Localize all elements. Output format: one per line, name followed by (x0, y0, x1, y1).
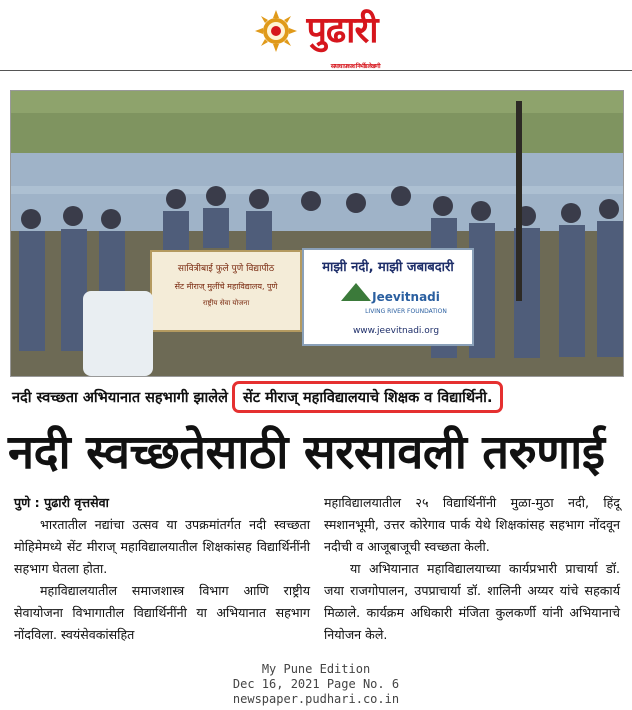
brand-tagline: सत्याचा प्रकाश निर्भीड लेखणी (330, 63, 380, 70)
banner-left-line-2: सेंट मीराज् मुलींचे महाविद्यालय, पुणे (174, 282, 278, 291)
paragraph: भारतातील नद्यांचा उत्सव या उपक्रमांतर्गत नदी स्वच्छता मोहिमेमध्ये सेंट मीराज् महाविद्यालयातील शिक्षकांसह विद्यार्थिनींनी सहभाग घेतला होता. (14, 517, 310, 576)
sun-logo-icon (254, 9, 298, 53)
article-body (14, 492, 620, 652)
masthead-divider (0, 70, 632, 71)
masthead (0, 0, 632, 70)
edition-footer (0, 662, 632, 707)
dateline: पुणे : पुढारी वृत्तसेवा (14, 495, 109, 510)
banner-right-url: www.jeevitnadi.org (352, 326, 440, 336)
article-headline: नदी स्वच्छतेसाठी सरसावली तरुणाई (8, 425, 605, 480)
edition-date-page: Dec 16, 2021 Page No. 6 (232, 677, 400, 691)
banner-right-title: माझी नदी, माझी जबाबदारी (322, 260, 454, 275)
brand-logo: पुढारी सत्याचा प्रकाश निर्भीड लेखणी (306, 9, 377, 53)
edition-name: My Pune Edition (261, 662, 371, 676)
caption-text: नदी स्वच्छता अभियानात सहभागी झालेले (12, 390, 228, 406)
banner-left-line-1: सावित्रीबाई फुले पुणे विद्यापीठ (177, 264, 275, 274)
article-column-left (14, 492, 310, 652)
paragraph: महाविद्यालयातील समाजशास्त्र विभाग आणि राष्ट्रीय सेवायोजना विभागातील विद्यार्थिनींनी या अभियानात सहभाग नोंदविला. स्वयंसेवकांसहित (14, 583, 310, 642)
paragraph: महाविद्यालयातील २५ विद्यार्थिनींनी मुळा-मुठा नदी, हिंदू स्मशानभूमी, उत्तर कोरेगाव पार्क येथे शिक्षकांसह सहभाग नोंदवून नदीची व आजूबाजूची स्वच्छता केली. (324, 495, 620, 554)
news-photo (10, 90, 624, 377)
banner-right-sub: LIVING RIVER FOUNDATION (365, 308, 447, 315)
banner-right-org: Jeevitnadi (372, 290, 440, 304)
banner-left-line-3: राष्ट्रीय सेवा योजना (202, 299, 250, 307)
article-column-right (324, 492, 620, 652)
edition-site: newspaper.pudhari.co.in (232, 692, 400, 706)
photo-caption (10, 380, 624, 414)
caption-highlight: सेंट मीराज् महाविद्यालयाचे शिक्षक व विद्यार्थिनी. (232, 381, 504, 413)
paragraph: या अभियानात महाविद्यालयाच्या कार्यप्रभारी प्राचार्या डॉ. जया राजगोपालन, उपप्राचार्या डॉ. शालिनी अय्यर यांचे सहकार्य मिळाले. कार्यक्रम अधिकारी मंजिता कुलकर्णी यांनी अभियानाचे नियोजन केले. (324, 561, 620, 642)
